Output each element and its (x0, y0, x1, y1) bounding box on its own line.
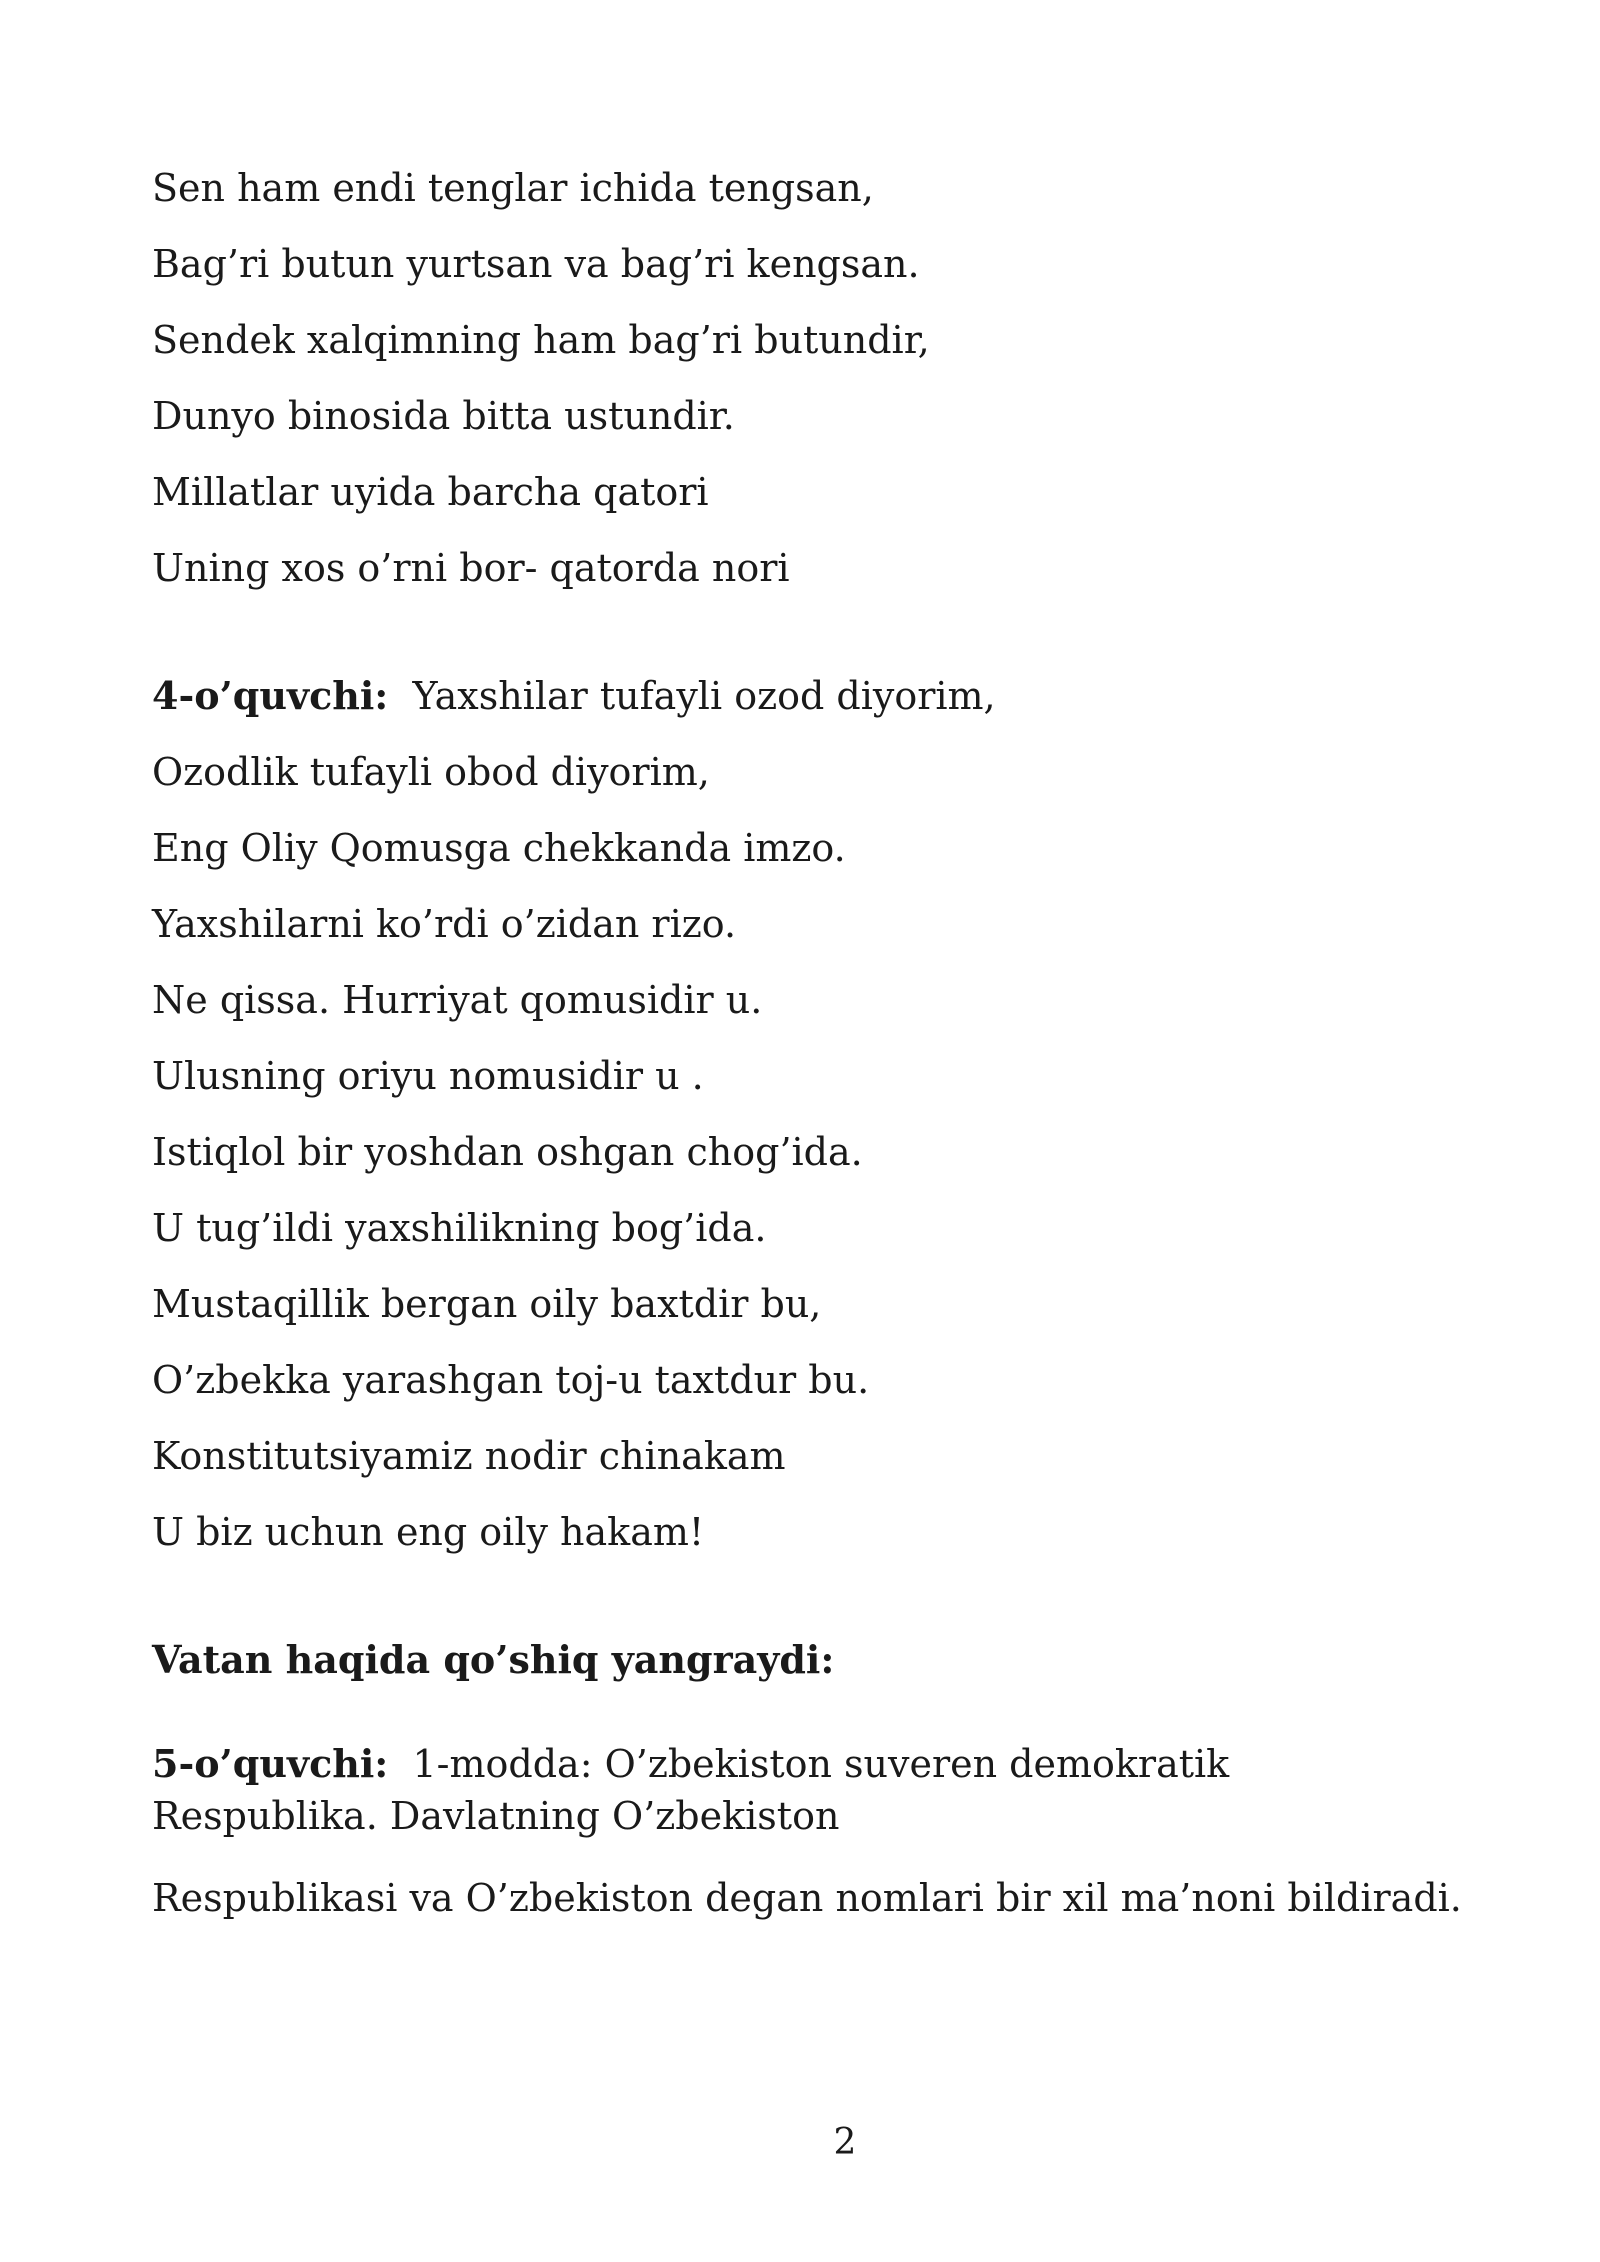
poem-line: Mustaqillik bergan oily baxtdir bu, (152, 1282, 822, 1326)
poem-line: Uning xos o’rni bor- qatorda nori (152, 546, 790, 590)
document-body (152, 150, 1462, 1936)
poem-line: U biz uchun eng oily hakam! (152, 1510, 705, 1554)
poem-line: Sendek xalqimning ham bag’ri butundir, (152, 318, 930, 362)
stanza-1 (152, 150, 1452, 606)
poem-line: O’zbekka yarashgan toj-u taxtdur bu. (152, 1358, 870, 1402)
poem-line: Konstitutsiyamiz nodir chinakam (152, 1434, 786, 1478)
poem-line: Eng Oliy Qomusga chekkanda imzo. (152, 826, 846, 870)
stanza-2 (152, 658, 1452, 1570)
poem-line: Ozodlik tufayli obod diyorim, (152, 750, 710, 794)
article-paragraph (152, 1738, 1452, 1842)
poem-line: Istiqlol bir yoshdan oshgan chog’ida. (152, 1130, 863, 1174)
stanza-gap (152, 606, 1452, 658)
stanza-3 (152, 1738, 1462, 1936)
article-text: 1-modda: O’zbekiston suveren demokratik Respublika. Davlatning O’zbekiston (152, 1742, 1230, 1838)
poem-line: Dunyo binosida bitta ustundir. (152, 394, 735, 438)
song-heading: Vatan haqida qo’shiq yangraydi: (152, 1637, 835, 1682)
speaker-label: 4-o’quvchi: (152, 673, 389, 718)
speaker-line (152, 658, 1452, 734)
poem-line: Ulusning oriyu nomusidir u . (152, 1054, 704, 1098)
poem-line: Bag’ri butun yurtsan va bag’ri kengsan. (152, 242, 920, 286)
poem-line: Sen ham endi tenglar ichida tengsan, (152, 166, 874, 210)
stanza-gap (152, 1698, 1452, 1726)
stanza-gap (152, 1570, 1452, 1622)
poem-line: Ne qissa. Hurriyat qomusidir u. (152, 978, 763, 1022)
poem-line: Millatlar uyida barcha qatori (152, 470, 709, 514)
poem-line: U tug’ildi yaxshilikning bog’ida. (152, 1206, 767, 1250)
article-line: Respublikasi va O’zbekiston degan nomlari bir xil ma’noni bildiradi. (152, 1876, 1462, 1920)
page-number: 2 (833, 2122, 857, 2163)
poem-line: Yaxshilarni ko’rdi o’zidan rizo. (152, 902, 737, 946)
poem-line: Yaxshilar tufayli ozod diyorim, (412, 674, 996, 718)
speaker-label: 5-o’quvchi: (152, 1741, 389, 1786)
